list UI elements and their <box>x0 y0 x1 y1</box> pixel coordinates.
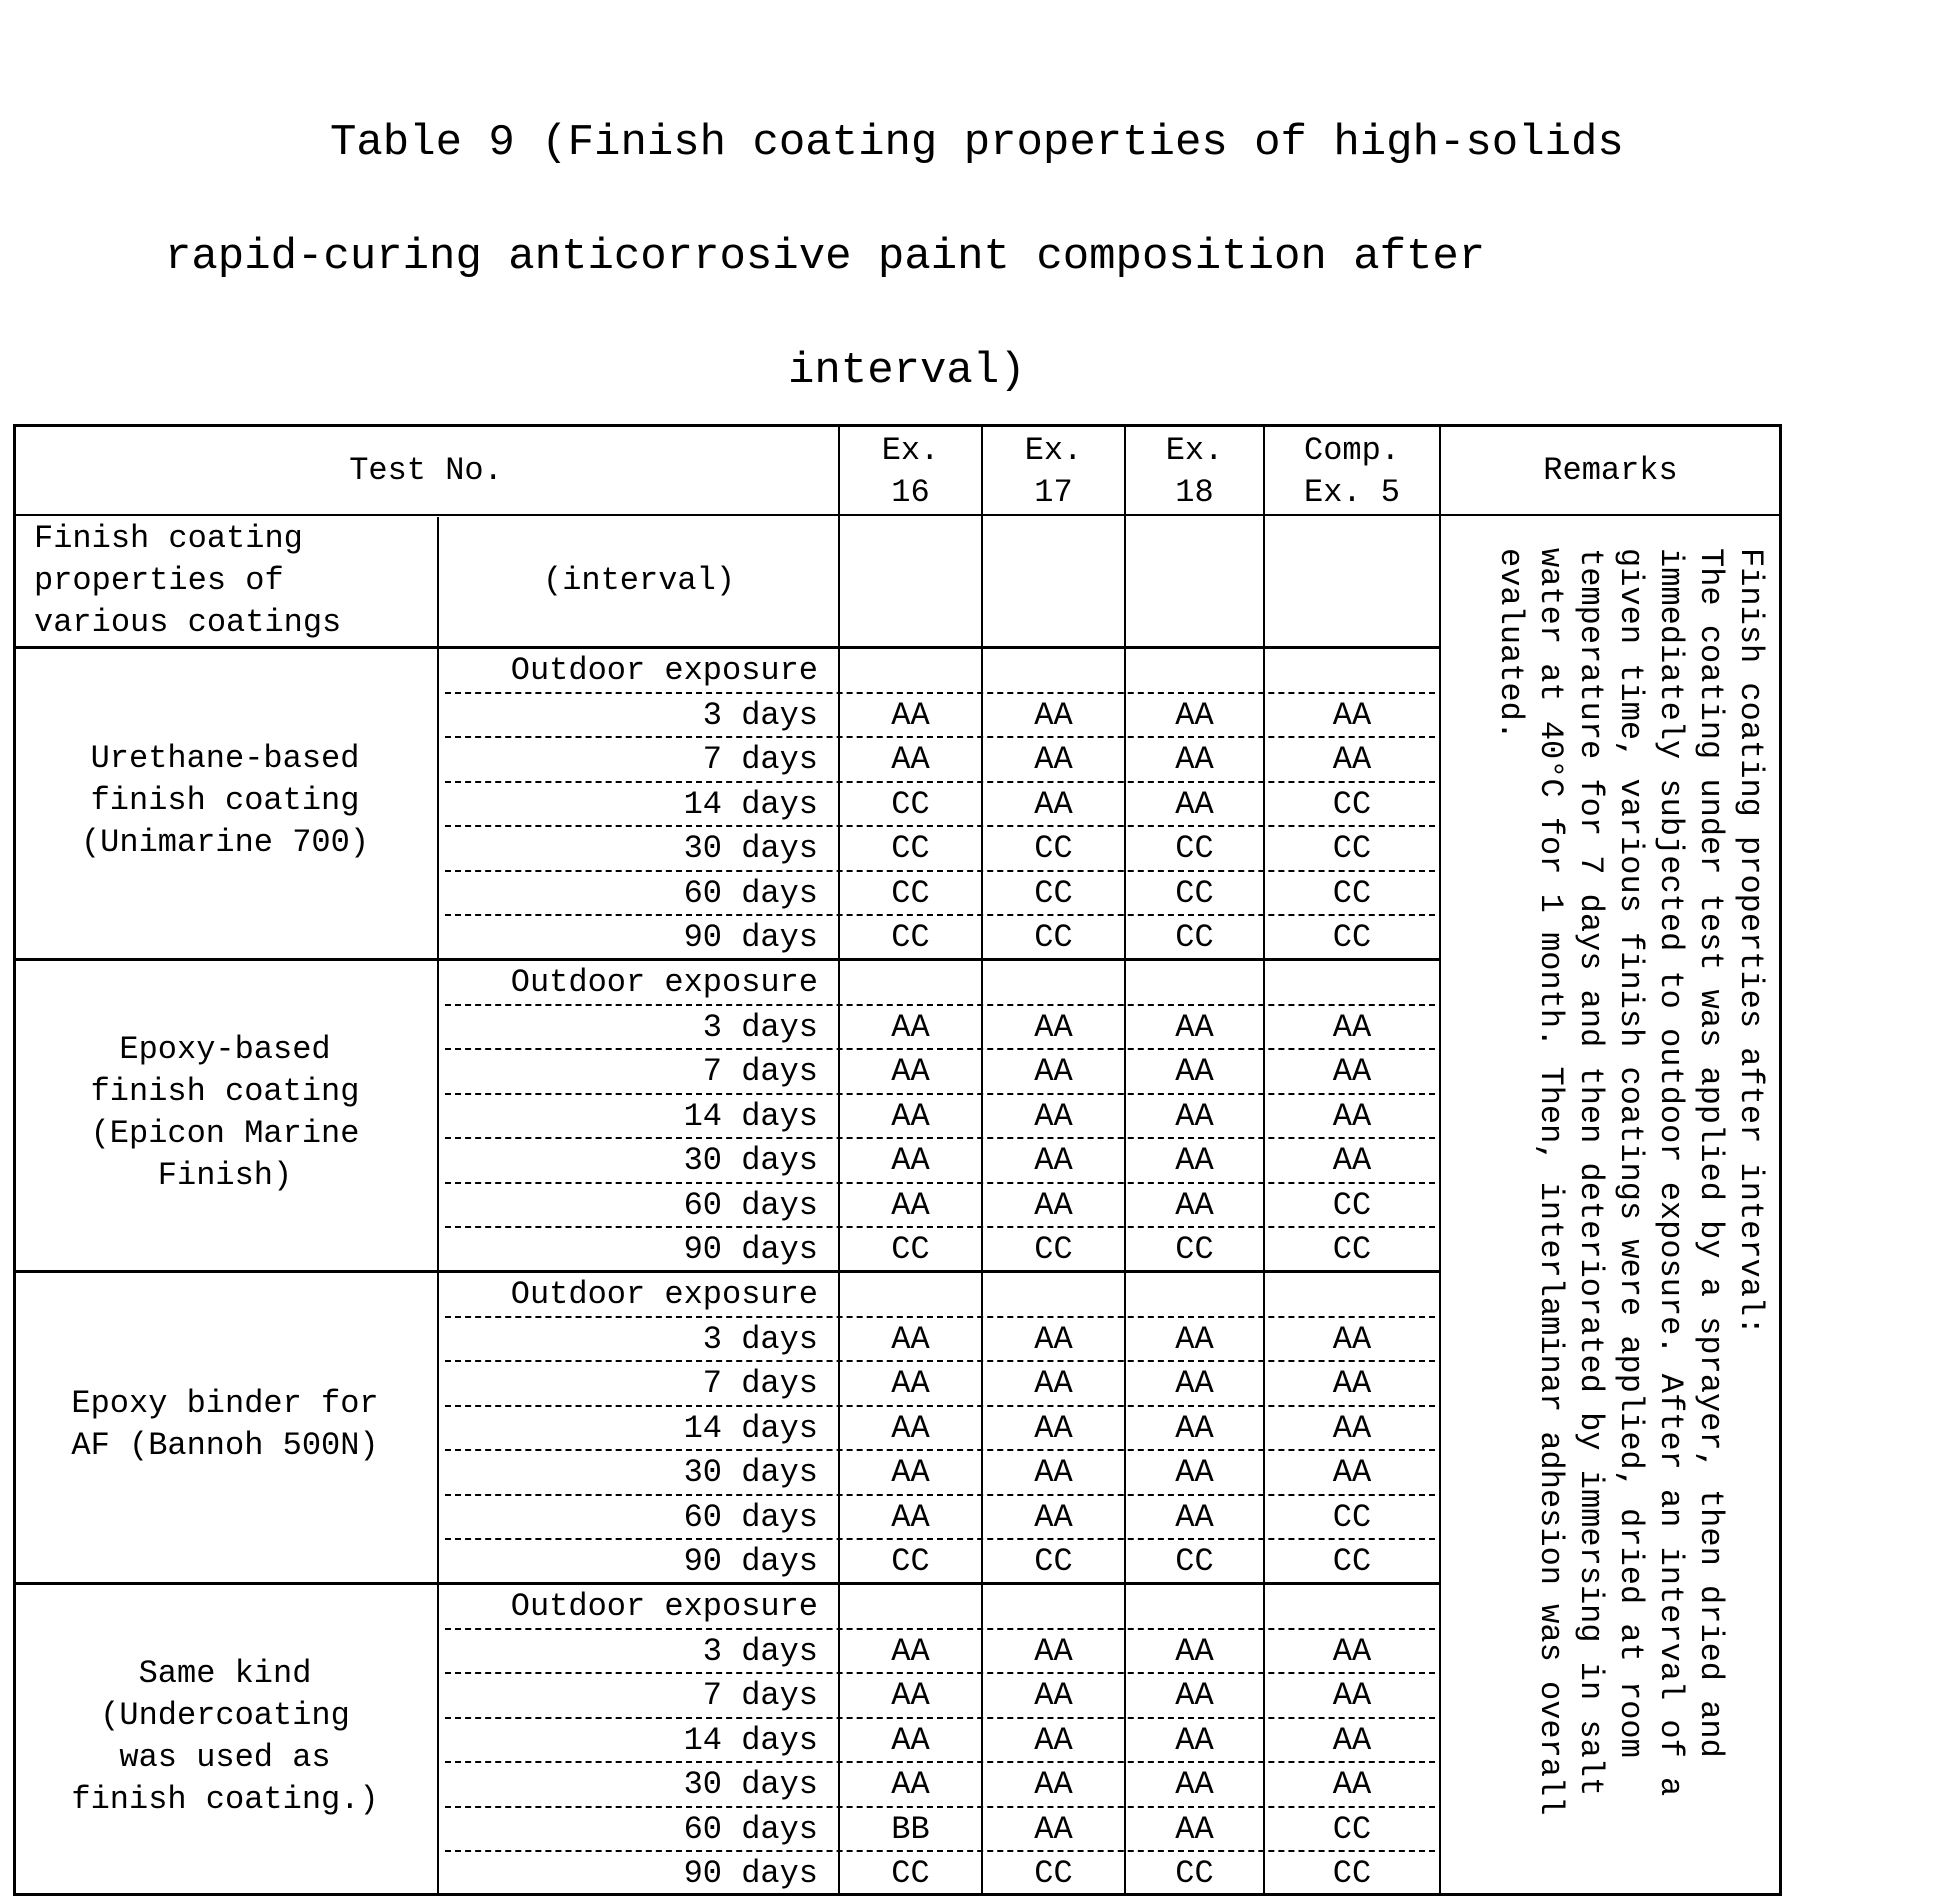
group-name-line: finish coating.) <box>15 1779 435 1821</box>
rating-cell: CC <box>840 783 981 827</box>
rating-cell: AA <box>840 1407 981 1451</box>
header-ex18-l2: 18 <box>1126 472 1263 514</box>
rating-cell: CC <box>1265 783 1439 827</box>
rating-cell: AA <box>1126 738 1263 782</box>
rating-cell: AA <box>1126 1362 1263 1406</box>
rating-cell: AA <box>840 1006 981 1050</box>
header-remarks: Remarks <box>1441 450 1780 492</box>
rating-cell: CC <box>1265 1852 1439 1896</box>
rating-cell: AA <box>1126 1095 1263 1139</box>
group-name-line: Same kind <box>15 1653 435 1695</box>
period-label: 90 days <box>440 1228 818 1272</box>
subheader-interval: (interval) <box>440 560 838 602</box>
group-name-line: was used as <box>15 1737 435 1779</box>
rating-cell: AA <box>840 1451 981 1495</box>
rating-cell: CC <box>1265 1540 1439 1584</box>
rating-cell: AA <box>1265 1318 1439 1362</box>
rating-cell: AA <box>1265 1630 1439 1674</box>
period-label: 60 days <box>440 872 818 916</box>
rating-cell: CC <box>1265 1228 1439 1272</box>
rating-cell: AA <box>1126 1006 1263 1050</box>
rating-cell: AA <box>840 738 981 782</box>
rating-cell: AA <box>1126 1451 1263 1495</box>
rating-cell: AA <box>1126 1496 1263 1540</box>
rating-cell: CC <box>840 1540 981 1584</box>
rating-cell: CC <box>1126 872 1263 916</box>
group-name-2 <box>15 1029 435 1197</box>
rating-cell: AA <box>840 1318 981 1362</box>
rating-cell: CC <box>1126 916 1263 960</box>
header-ex17-l1: Ex. <box>983 430 1124 472</box>
rating-cell: AA <box>983 1139 1124 1183</box>
header-comp5 <box>1265 430 1439 514</box>
rating-cell: CC <box>983 1228 1124 1272</box>
exposure-label: Outdoor exposure <box>440 961 818 1005</box>
table-title-line-2: rapid-curing anticorrosive paint composition after <box>165 232 1949 282</box>
header-rule <box>15 514 1780 516</box>
header-comp5-l2: Ex. 5 <box>1265 472 1439 514</box>
rating-cell: AA <box>840 1139 981 1183</box>
remarks-cell <box>1440 548 1770 1868</box>
group-name-line: AF (Bannoh 500N) <box>15 1425 435 1467</box>
header-ex18 <box>1126 430 1263 514</box>
rating-cell: AA <box>840 1763 981 1807</box>
header-ex16-l2: 16 <box>840 472 981 514</box>
rating-cell: AA <box>840 1496 981 1540</box>
rating-cell: AA <box>1126 1407 1263 1451</box>
header-ex18-l1: Ex. <box>1126 430 1263 472</box>
rating-cell: AA <box>840 1719 981 1763</box>
rating-cell: AA <box>1126 1050 1263 1094</box>
rating-cell: AA <box>983 738 1124 782</box>
table-title-line-1: Table 9 (Finish coating properties of high-solids <box>330 118 1949 168</box>
rating-cell: AA <box>983 1719 1124 1763</box>
rating-cell: CC <box>1265 872 1439 916</box>
rating-cell: CC <box>1265 916 1439 960</box>
rating-cell: AA <box>1126 694 1263 738</box>
remarks-text: Finish coating properties after interval: The coating under test was applied by a sprayer, then dried and immediately subjected to outdoor exposure. After an interval of a given time, various finish coatings were applied, dried at room temperature for 7 days and then deteriorated by immersing in salt water at 40°C for 1 month. Then, interlaminar adhesion was overall evaluated. <box>1440 548 1770 1868</box>
rating-cell: CC <box>1126 1228 1263 1272</box>
subheader-label-l1: Finish coating <box>34 518 434 560</box>
rating-cell: CC <box>1265 1808 1439 1852</box>
period-label: 30 days <box>440 1451 818 1495</box>
rating-cell: AA <box>983 783 1124 827</box>
header-comp5-l1: Comp. <box>1265 430 1439 472</box>
rating-cell: AA <box>983 1184 1124 1228</box>
header-ex17-l2: 17 <box>983 472 1124 514</box>
header-ex16 <box>840 430 981 514</box>
period-label: 30 days <box>440 827 818 871</box>
rating-cell: AA <box>840 1674 981 1718</box>
rating-cell: CC <box>840 916 981 960</box>
rating-cell: AA <box>1265 738 1439 782</box>
period-label: 30 days <box>440 1763 818 1807</box>
rating-cell: CC <box>840 1228 981 1272</box>
rating-cell: AA <box>1126 1318 1263 1362</box>
rating-cell: AA <box>1265 694 1439 738</box>
period-label: 7 days <box>440 1362 818 1406</box>
rating-cell: CC <box>983 916 1124 960</box>
rating-cell: AA <box>1265 1451 1439 1495</box>
rating-cell: AA <box>1265 1095 1439 1139</box>
subheader-label-l2: properties of <box>34 560 434 602</box>
rating-cell: CC <box>1126 827 1263 871</box>
rating-cell: AA <box>840 1050 981 1094</box>
rating-cell: AA <box>983 1630 1124 1674</box>
header-ex16-l1: Ex. <box>840 430 981 472</box>
rating-cell: AA <box>1265 1139 1439 1183</box>
group-name-line: Epoxy-based <box>15 1029 435 1071</box>
rating-cell: AA <box>983 1095 1124 1139</box>
group-name-4 <box>15 1653 435 1821</box>
period-label: 3 days <box>440 1006 818 1050</box>
period-label: 90 days <box>440 1540 818 1584</box>
exposure-label: Outdoor exposure <box>440 1273 818 1317</box>
period-label: 7 days <box>440 1674 818 1718</box>
period-label: 30 days <box>440 1139 818 1183</box>
period-label: 90 days <box>440 916 818 960</box>
rating-cell: BB <box>840 1808 981 1852</box>
exposure-label: Outdoor exposure <box>440 649 818 693</box>
rating-cell: AA <box>1126 1630 1263 1674</box>
rating-cell: CC <box>840 1852 981 1896</box>
rating-cell: AA <box>1265 1407 1439 1451</box>
rating-cell: CC <box>983 1540 1124 1584</box>
rating-cell: AA <box>983 1362 1124 1406</box>
rating-cell: AA <box>1265 1006 1439 1050</box>
rating-cell: AA <box>983 1006 1124 1050</box>
exposure-label: Outdoor exposure <box>440 1585 818 1629</box>
period-label: 14 days <box>440 1407 818 1451</box>
period-label: 3 days <box>440 1318 818 1362</box>
period-label: 60 days <box>440 1808 818 1852</box>
rating-cell: CC <box>1265 827 1439 871</box>
group-name-line: finish coating <box>15 780 435 822</box>
group-name-line: finish coating <box>15 1071 435 1113</box>
group-name-line: (Undercoating <box>15 1695 435 1737</box>
rating-cell: AA <box>983 1808 1124 1852</box>
group-name-line: (Unimarine 700) <box>15 822 435 864</box>
subheader-label <box>34 518 434 644</box>
rating-cell: AA <box>840 1095 981 1139</box>
subheader-label-l3: various coatings <box>34 602 434 644</box>
group-name-line: (Epicon Marine <box>15 1113 435 1155</box>
rating-cell: CC <box>840 827 981 871</box>
rating-cell: CC <box>1265 1184 1439 1228</box>
period-label: 14 days <box>440 1095 818 1139</box>
rating-cell: AA <box>840 694 981 738</box>
rating-cell: AA <box>983 1318 1124 1362</box>
rating-cell: AA <box>983 1407 1124 1451</box>
rating-cell: AA <box>983 1451 1124 1495</box>
rating-cell: AA <box>840 1184 981 1228</box>
rating-cell: AA <box>1265 1362 1439 1406</box>
period-label: 7 days <box>440 738 818 782</box>
rating-cell: CC <box>983 827 1124 871</box>
group-name-3 <box>15 1383 435 1467</box>
rating-cell: CC <box>840 872 981 916</box>
col-divider-interval <box>437 517 439 1896</box>
rating-cell: AA <box>840 1630 981 1674</box>
period-label: 60 days <box>440 1496 818 1540</box>
rating-cell: AA <box>983 1050 1124 1094</box>
rating-cell: AA <box>1126 1184 1263 1228</box>
period-label: 60 days <box>440 1184 818 1228</box>
period-label: 90 days <box>440 1852 818 1896</box>
period-label: 14 days <box>440 783 818 827</box>
period-label: 3 days <box>440 694 818 738</box>
rating-cell: AA <box>1126 783 1263 827</box>
table-title-line-3: interval) <box>788 346 1949 396</box>
rating-cell: AA <box>1126 1763 1263 1807</box>
header-test-no: Test No. <box>15 450 837 492</box>
period-label: 3 days <box>440 1630 818 1674</box>
rating-cell: CC <box>1126 1852 1263 1896</box>
rating-cell: CC <box>1126 1540 1263 1584</box>
group-name-line: Epoxy binder for <box>15 1383 435 1425</box>
rating-cell: AA <box>983 1674 1124 1718</box>
rating-cell: CC <box>983 1852 1124 1896</box>
rating-cell: AA <box>1265 1719 1439 1763</box>
rating-cell: AA <box>1265 1763 1439 1807</box>
rating-cell: AA <box>1126 1808 1263 1852</box>
rating-cell: AA <box>1265 1674 1439 1718</box>
rating-cell: AA <box>1265 1050 1439 1094</box>
rating-cell: AA <box>983 1496 1124 1540</box>
header-ex17 <box>983 430 1124 514</box>
group-name-line: Finish) <box>15 1155 435 1197</box>
group-name-line: Urethane-based <box>15 738 435 780</box>
period-label: 14 days <box>440 1719 818 1763</box>
rating-cell: AA <box>1126 1719 1263 1763</box>
period-label: 7 days <box>440 1050 818 1094</box>
group-name-1 <box>15 738 435 864</box>
rating-cell: AA <box>840 1362 981 1406</box>
rating-cell: AA <box>1126 1139 1263 1183</box>
rating-cell: CC <box>1265 1496 1439 1540</box>
rating-cell: CC <box>983 872 1124 916</box>
rating-cell: AA <box>983 694 1124 738</box>
rating-cell: AA <box>1126 1674 1263 1718</box>
rating-cell: AA <box>983 1763 1124 1807</box>
